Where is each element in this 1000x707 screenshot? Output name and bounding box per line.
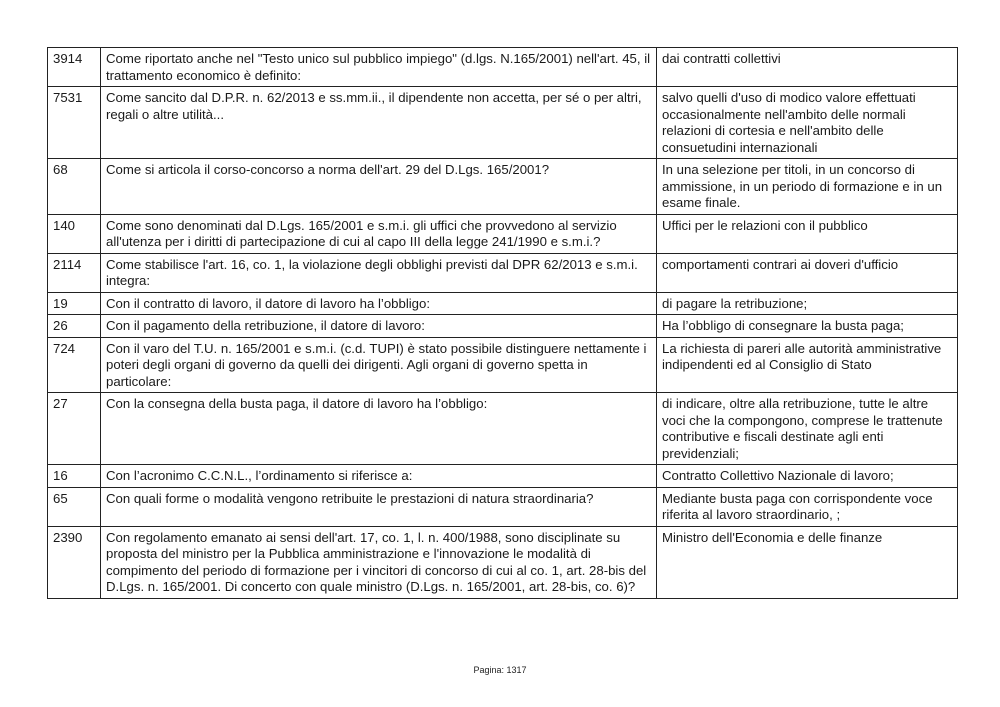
answer-cell: In una selezione per titoli, in un concorso di ammissione, in un periodo di formazione e in un esame finale. [657,159,958,215]
question-id-cell: 27 [48,393,101,465]
table-row [48,315,958,338]
question-cell: Come si articola il corso-concorso a norma dell'art. 29 del D.Lgs. 165/2001? [101,159,657,215]
question-cell: Con l’acronimo C.C.N.L., l’ordinamento si riferisce a: [101,465,657,488]
question-id-cell: 2114 [48,253,101,292]
answer-cell: dai contratti collettivi [657,48,958,87]
answer-cell: Ministro dell'Economia e delle finanze [657,526,958,598]
answer-cell: Ha l’obbligo di consegnare la busta paga; [657,315,958,338]
question-id-cell: 7531 [48,87,101,159]
table-row [48,465,958,488]
table-row [48,48,958,87]
answer-cell: di indicare, oltre alla retribuzione, tutte le altre voci che la compongono, comprese le trattenute contributive e fiscali destinate agli enti previdenziali; [657,393,958,465]
answer-cell: di pagare la retribuzione; [657,292,958,315]
question-cell: Come sono denominati dal D.Lgs. 165/2001 e s.m.i. gli uffici che provvedono al servizio all'utenza per i diritti di partecipazione di cui al capo III della legge 241/1990 e s.m.i.? [101,214,657,253]
question-id-cell: 16 [48,465,101,488]
question-cell: Con il varo del T.U. n. 165/2001 e s.m.i. (c.d. TUPI) è stato possibile distinguere nettamente i poteri degli organi di governo da quelli dei dirigenti. Agli organi di governo spetta in particolare: [101,337,657,393]
table-row [48,487,958,526]
answer-cell: comportamenti contrari ai doveri d'ufficio [657,253,958,292]
answer-cell: Contratto Collettivo Nazionale di lavoro; [657,465,958,488]
question-cell: Con il contratto di lavoro, il datore di lavoro ha l’obbligo: [101,292,657,315]
table-row [48,292,958,315]
questions-table [47,47,958,599]
question-id-cell: 2390 [48,526,101,598]
question-id-cell: 19 [48,292,101,315]
question-id-cell: 26 [48,315,101,338]
answer-cell: salvo quelli d'uso di modico valore effettuati occasionalmente nell'ambito delle normali relazioni di cortesia e nell'ambito delle consuetudini internazionali [657,87,958,159]
table-row [48,253,958,292]
question-cell: Con quali forme o modalità vengono retribuite le prestazioni di natura straordinaria? [101,487,657,526]
answer-cell: Mediante busta paga con corrispondente voce riferita al lavoro straordinario, ; [657,487,958,526]
question-id-cell: 3914 [48,48,101,87]
table-row [48,214,958,253]
question-id-cell: 724 [48,337,101,393]
answer-cell: Uffici per le relazioni con il pubblico [657,214,958,253]
question-id-cell: 68 [48,159,101,215]
question-id-cell: 65 [48,487,101,526]
question-cell: Con il pagamento della retribuzione, il datore di lavoro: [101,315,657,338]
question-cell: Con la consegna della busta paga, il datore di lavoro ha l’obbligo: [101,393,657,465]
question-cell: Come riportato anche nel "Testo unico sul pubblico impiego" (d.lgs. N.165/2001) nell'art. 45, il trattamento economico è definito: [101,48,657,87]
question-id-cell: 140 [48,214,101,253]
table-row [48,159,958,215]
table-row [48,393,958,465]
question-cell: Come stabilisce l'art. 16, co. 1, la violazione degli obblighi previsti dal DPR 62/2013 e s.m.i. integra: [101,253,657,292]
page-number: Pagina: 1317 [473,665,527,675]
answer-cell: La richiesta di pareri alle autorità amministrative indipendenti ed al Consiglio di Stato [657,337,958,393]
table-row [48,526,958,598]
table-row [48,87,958,159]
question-cell: Con regolamento emanato ai sensi dell'art. 17, co. 1, l. n. 400/1988, sono disciplinate su proposta del ministro per la Pubblica amministrazione e l'innovazione le modalità di compimento del periodo di formazione per i vincitori di concorso di cui al co. 1, art. 28-bis del D.Lgs. n. 165/2001. Di concerto con quale ministro (D.Lgs. n. 165/2001, art. 28-bis, co. 6)? [101,526,657,598]
table-row [48,337,958,393]
question-cell: Come sancito dal D.P.R. n. 62/2013 e ss.mm.ii., il dipendente non accetta, per sé o per altri, regali o altre utilità... [101,87,657,159]
